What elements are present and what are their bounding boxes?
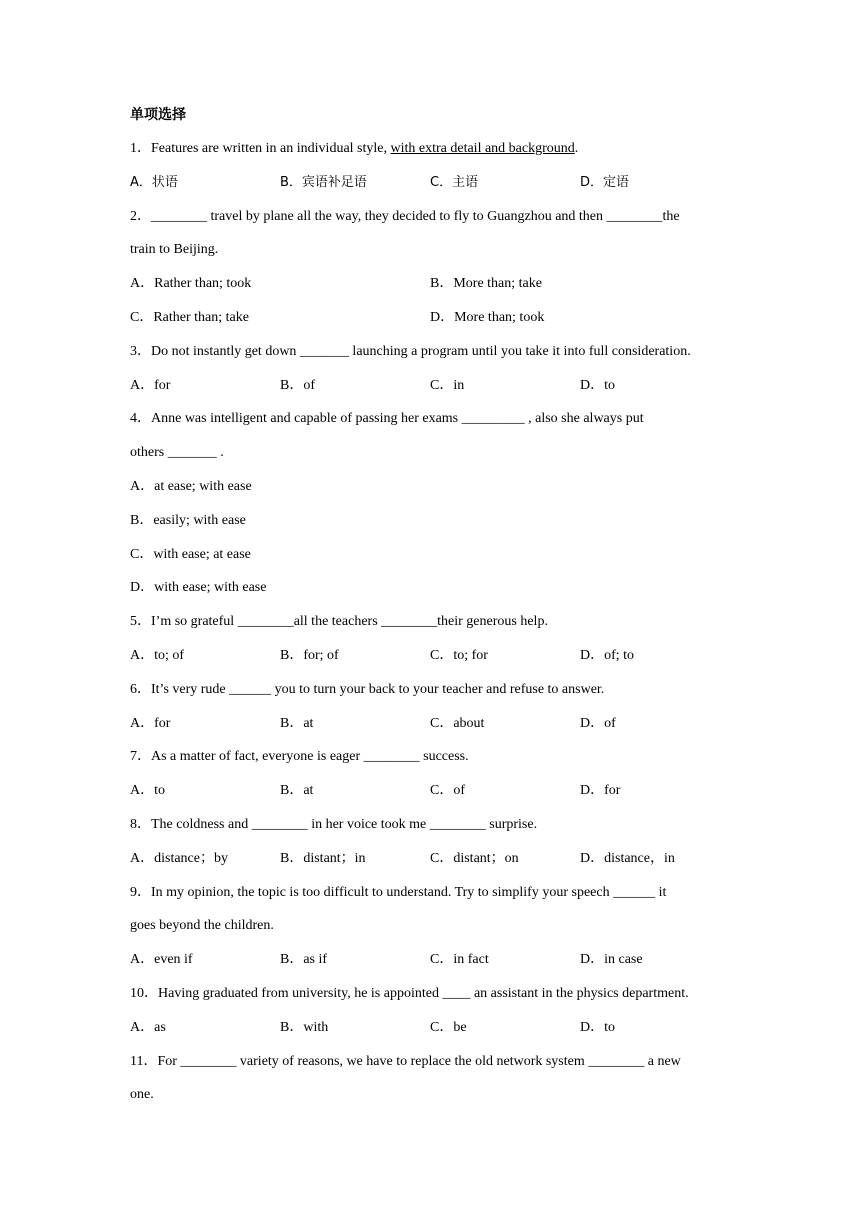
question-4-option-d: D．with ease; with ease bbox=[130, 580, 267, 596]
question-1-underlined-phrase: with extra detail and background bbox=[390, 141, 575, 156]
question-3-option-d: D．to bbox=[580, 377, 615, 393]
question-11-stem-line1: 11．For ________ variety of reasons, we have to replace the old network system ________ a new bbox=[130, 1053, 681, 1069]
question-8-option-d: D．distance，in bbox=[580, 850, 675, 866]
question-10-option-d: D．to bbox=[580, 1019, 615, 1035]
question-8-option-b: B．distant；in bbox=[280, 850, 366, 866]
question-4-stem-line2: others _______ . bbox=[130, 445, 224, 461]
question-11-stem-line2: one. bbox=[130, 1087, 154, 1103]
question-9-option-b: B．as if bbox=[280, 952, 328, 968]
question-1-option-d: D．定语 bbox=[580, 174, 630, 190]
question-7-option-b: B．at bbox=[280, 783, 314, 799]
question-6-options bbox=[130, 707, 740, 741]
question-2-option-d: D．More than; took bbox=[430, 309, 545, 325]
question-6-option-c: C．about bbox=[430, 715, 485, 731]
question-5-option-c: C．to; for bbox=[430, 647, 488, 663]
question-10-option-a: A．as bbox=[130, 1019, 166, 1035]
question-1-stem-suffix: . bbox=[574, 141, 579, 156]
question-3-option-c: C．in bbox=[430, 377, 465, 393]
question-9-options bbox=[130, 943, 740, 977]
question-2-options-row1 bbox=[130, 267, 740, 301]
section-title: 单项选择 bbox=[130, 107, 186, 123]
question-4-stem-line1: 4．Anne was intelligent and capable of passing her exams _________ , also she always put bbox=[130, 411, 644, 427]
question-5-option-d: D．of; to bbox=[580, 647, 635, 663]
question-1-option-c: C．主语 bbox=[430, 174, 479, 190]
question-4-option-c: C．with ease; at ease bbox=[130, 546, 251, 562]
question-3-option-b: B．of bbox=[280, 377, 315, 393]
question-1-stem bbox=[130, 132, 740, 166]
question-2-stem-line2: train to Beijing. bbox=[130, 242, 219, 258]
question-9-option-c: C．in fact bbox=[430, 952, 489, 968]
question-8-options bbox=[130, 842, 740, 876]
question-6-option-a: A．for bbox=[130, 715, 171, 731]
question-6-option-b: B．at bbox=[280, 715, 314, 731]
question-7-option-c: C．of bbox=[430, 783, 465, 799]
document-page bbox=[130, 98, 740, 1112]
question-7-stem: 7．As a matter of fact, everyone is eager ________ success. bbox=[130, 749, 469, 765]
question-2-option-b: B．More than; take bbox=[430, 276, 542, 292]
question-5-options bbox=[130, 639, 740, 673]
question-2-options-row2 bbox=[130, 301, 740, 335]
question-1-option-b: B．宾语补足语 bbox=[280, 174, 367, 190]
question-10-option-c: C．be bbox=[430, 1019, 467, 1035]
question-4-option-a: A．at ease; with ease bbox=[130, 478, 252, 494]
question-10-stem: 10．Having graduated from university, he is appointed ____ an assistant in the physics department. bbox=[130, 985, 689, 1001]
question-2-stem-line1: 2．________ travel by plane all the way, they decided to fly to Guangzhou and then ________the bbox=[130, 208, 680, 224]
question-2-option-a: A．Rather than; took bbox=[130, 276, 252, 292]
question-5-option-b: B．for; of bbox=[280, 647, 339, 663]
question-3-options bbox=[130, 369, 740, 403]
question-1-stem-prefix: 1．Features are written in an individual style, bbox=[130, 141, 391, 156]
question-3-option-a: A．for bbox=[130, 377, 171, 393]
question-8-option-a: A．distance；by bbox=[130, 850, 228, 866]
question-7-options bbox=[130, 774, 740, 808]
question-10-option-b: B．with bbox=[280, 1019, 329, 1035]
question-5-option-a: A．to; of bbox=[130, 647, 185, 663]
question-10-options bbox=[130, 1011, 740, 1045]
question-1-option-a: A．状语 bbox=[130, 174, 178, 190]
question-3-stem: 3．Do not instantly get down _______ launching a program until you take it into full consideration. bbox=[130, 343, 691, 359]
question-7-option-d: D．for bbox=[580, 783, 621, 799]
question-9-stem-line2: goes beyond the children. bbox=[130, 918, 274, 934]
question-5-stem: 5．I’m so grateful ________all the teachers ________their generous help. bbox=[130, 614, 548, 630]
question-8-stem: 8．The coldness and ________ in her voice took me ________ surprise. bbox=[130, 816, 538, 832]
question-2-option-c: C．Rather than; take bbox=[130, 309, 249, 325]
question-9-option-d: D．in case bbox=[580, 952, 643, 968]
question-8-option-c: C．distant；on bbox=[430, 850, 519, 866]
question-6-stem: 6．It’s very rude ______ you to turn your back to your teacher and refuse to answer. bbox=[130, 681, 605, 697]
question-9-option-a: A．even if bbox=[130, 952, 193, 968]
question-4-option-b: B．easily; with ease bbox=[130, 512, 246, 528]
question-6-option-d: D．of bbox=[580, 715, 616, 731]
question-1-options bbox=[130, 166, 740, 200]
question-9-stem-line1: 9．In my opinion, the topic is too difficult to understand. Try to simplify your speech ______ it bbox=[130, 884, 667, 900]
question-7-option-a: A．to bbox=[130, 783, 165, 799]
